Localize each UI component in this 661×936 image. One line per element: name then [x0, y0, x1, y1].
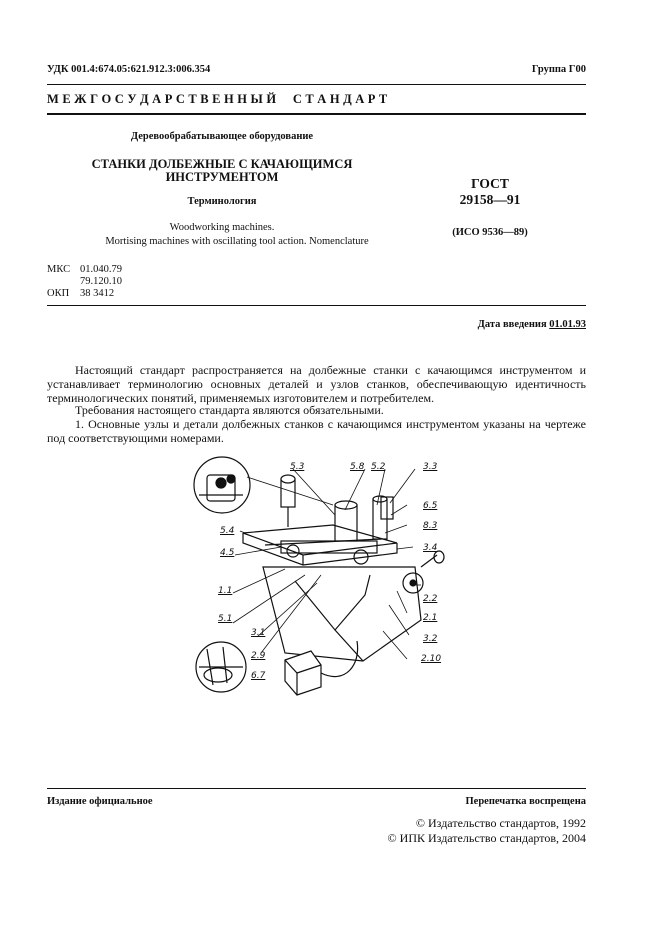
standard-banner: М Е Ж Г О С У Д А Р С Т В Е Н Н Ы Й С Т А Н Д А Р Т [47, 92, 388, 106]
machine-base [263, 567, 421, 661]
udk-code: УДК 001.4:674.05:621.912.3:006.354 [47, 64, 211, 75]
foot-pedal [285, 641, 358, 695]
label-2-9: 2.9 [251, 651, 266, 661]
codes-rule [47, 305, 586, 306]
gost-number: 29158—91 [459, 192, 521, 207]
label-5-4: 5.4 [220, 526, 235, 536]
official-edition: Издание официальное [47, 796, 153, 807]
iso-reference: (ИСО 9536—89) [452, 227, 528, 238]
label-5-8: 5.8 [350, 462, 365, 472]
label-3-1: 3.1 [251, 628, 266, 638]
detail-circle-top [194, 457, 250, 513]
detail-circle-bottom [196, 642, 246, 692]
mks-value-1: 01.040.79 [80, 264, 122, 275]
effective-date-value: 01.01.93 [549, 319, 586, 330]
label-3-3: 3.3 [423, 462, 438, 472]
paragraph-scope: Настоящий стандарт распространяется на долбежные станки с качающимся инструментом и устанавливает терминологию основных деталей и узлов станков, обеспечивающую идентичность терминологических понятий, применяемых изготовителем и потребителем. [47, 363, 586, 405]
paragraph-drawing-note: 1. Основные узлы и детали долбежных станков с качающимся инструментом указаны на чертеже под соответствующими номерами. [47, 417, 586, 445]
okp-value: 38 3412 [80, 288, 115, 299]
machine-drawing [185, 455, 455, 715]
label-3-4: 3.4 [423, 543, 438, 553]
copyright-1992: © Издательство стандартов, 1992 [415, 816, 586, 830]
mks-value-2: 79.120.10 [80, 276, 122, 287]
effective-date-label: Дата введения [477, 319, 547, 330]
document-subtitle: Терминология [187, 196, 257, 207]
group-code: Группа Г00 [531, 64, 586, 75]
label-3-2: 3.2 [423, 634, 438, 644]
mks-label: МКС [47, 264, 71, 275]
label-6-5: 6.5 [423, 501, 438, 511]
label-1-1: 1.1 [218, 586, 233, 596]
label-4-5: 4.5 [220, 548, 235, 558]
copyright-2004: © ИПК Издательство стандартов, 2004 [387, 831, 586, 845]
footer-rule [47, 788, 586, 789]
label-2-10: 2.10 [421, 654, 442, 664]
label-2-2: 2.2 [423, 594, 438, 604]
side-handwheel [403, 551, 444, 593]
english-title-line2: Mortising machines with oscillating tool action. Nomenclature [105, 236, 369, 247]
document-title-line1: СТАНКИ ДОЛБЕЖНЫЕ С КАЧАЮЩИМСЯ [91, 157, 353, 171]
okp-label: ОКП [47, 288, 70, 299]
label-5-2: 5.2 [371, 462, 386, 472]
machine-table [243, 525, 397, 565]
gost-label: ГОСТ [471, 176, 509, 191]
effective-date [478, 319, 586, 330]
label-5-3: 5.3 [290, 462, 305, 472]
label-6-7: 6.7 [251, 671, 266, 681]
category-title: Деревообрабатывающее оборудование [130, 131, 314, 142]
label-5-1: 5.1 [218, 614, 233, 624]
document-title-line2: ИНСТРУМЕНТОМ [165, 170, 279, 184]
label-2-1: 2.1 [423, 613, 438, 623]
english-title-line1: Woodworking machines. [169, 222, 275, 233]
header-rule-bottom [47, 113, 586, 115]
header-rule-top [47, 84, 586, 85]
left-motor [281, 475, 295, 527]
label-8-3: 8.3 [423, 521, 438, 531]
reprint-prohibited: Перепечатка воспрещена [465, 796, 586, 807]
paragraph-requirements: Требования настоящего стандарта являются обязательными. [75, 403, 384, 417]
